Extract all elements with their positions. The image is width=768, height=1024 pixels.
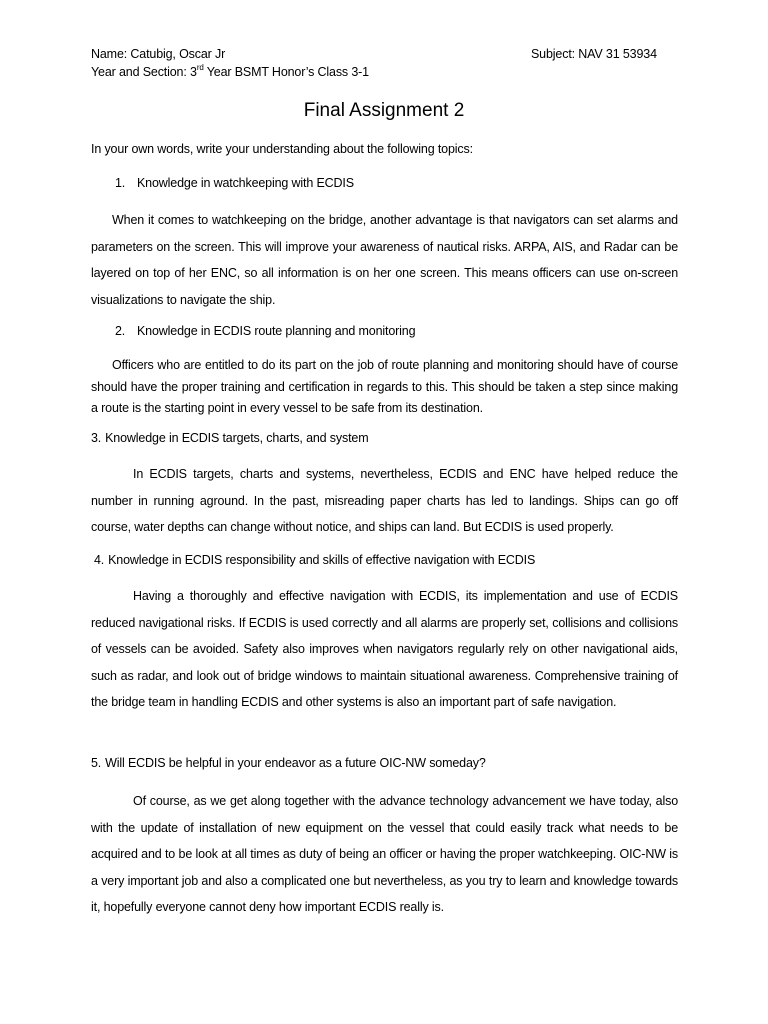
section-4-body: Having a thoroughly and effective navigation with ECDIS, its implementation and use of ECDIS reduced navigational risks. If ECDIS is used correctly and all alarms are properly set, collisions and collisions of vessels can be avoided. Safety also improves when navigators regularly rely on other navigational aids, such as radar, and look out of bridge windows to maintain situational awareness. Comprehensive training of the bridge team in handling ECDIS and other systems is also an important part of safe navigation. <box>91 589 678 709</box>
section-number: 5. <box>91 756 102 770</box>
section-number: 1. <box>115 176 126 190</box>
student-name: Name: Catubig, Oscar Jr <box>91 47 226 61</box>
section-3-heading <box>91 430 369 446</box>
section-number: 4. <box>94 553 105 567</box>
section-title: Knowledge in ECDIS targets, charts, and system <box>105 431 369 445</box>
section-3-body: In ECDIS targets, charts and systems, nevertheless, ECDIS and ENC have helped reduce the number in running aground. In the past, misreading paper charts has led to landings. Ships can go off course, water depths can change without notice, and ships can land. But ECDIS is used properly. <box>91 467 678 534</box>
year-and-section <box>91 64 369 80</box>
section-2-heading <box>115 323 415 339</box>
year-suffix: Year BSMT Honor’s Class 3-1 <box>203 65 369 79</box>
subject-code: Subject: NAV 31 53934 <box>531 47 657 61</box>
section-2-body: Officers who are entitled to do its part on the job of route planning and monitoring should have of course should have the proper training and certification in regards to this. This should be taken a step since making a route is the starting point in every vessel to be safe from its destination. <box>91 358 678 415</box>
section-1-body: When it comes to watchkeeping on the bridge, another advantage is that navigators can set alarms and parameters on the screen. This will improve your awareness of nautical risks. ARPA, AIS, and Radar can be layered on top of her ENC, so all information is on her one screen. This means officers can use on-screen visualizations to navigate the ship. <box>91 213 678 307</box>
section-4-heading <box>94 552 535 568</box>
section-number: 2. <box>115 324 126 338</box>
section-1-heading <box>115 175 354 191</box>
year-prefix: Year and Section: 3 <box>91 65 197 79</box>
section-5-body: Of course, as we get along together with the advance technology advancement we have today, also with the update of installation of new equipment on the vessel that could easily track what needs to be acquired and to be look at all times as duty of being an officer or having the proper watchkeeping. OIC-NW is a very important job and also a complicated one but nevertheless, as you try to learn and knowledge towards it, hopefully everyone cannot deny how important ECDIS really is. <box>91 794 678 914</box>
section-title: Knowledge in ECDIS route planning and monitoring <box>137 324 416 338</box>
intro-instruction: In your own words, write your understanding about the following topics: <box>91 142 473 156</box>
page-title: Final Assignment 2 <box>303 100 465 121</box>
section-title: Knowledge in watchkeeping with ECDIS <box>137 176 354 190</box>
section-title: Will ECDIS be helpful in your endeavor as a future OIC-NW someday? <box>105 756 486 770</box>
section-title: Knowledge in ECDIS responsibility and skills of effective navigation with ECDIS <box>108 553 536 567</box>
section-5-heading <box>91 755 486 771</box>
section-number: 3. <box>91 431 102 445</box>
year-ordinal-suffix: rd <box>196 62 204 72</box>
